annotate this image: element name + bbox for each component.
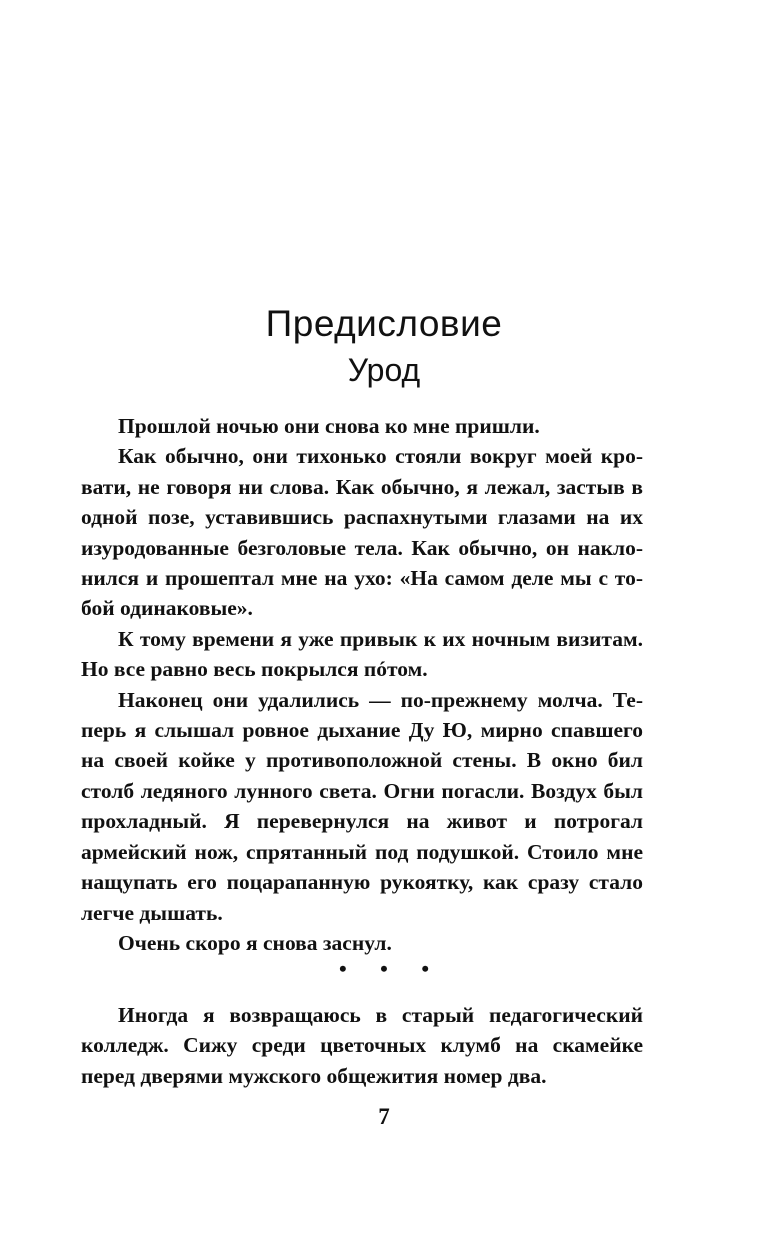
chapter-subtitle: Урод	[347, 352, 421, 388]
paragraph: Как обычно, они тихонько стояли вокруг моей кровати, не говоря ни слова. Как обычно, я лежал, застыв в одной позе, уставившись распахнутыми глазами на их изуродованные безголовые тела. Как обычно, он наклонился и прошептал мне на ухо: «На самом деле мы с тобой одинаковые».	[81, 444, 643, 621]
paragraph: Наконец они удалились — по-прежнему молча. Теперь я слышал ровное дыхание Ду Ю, мирно спавшего на своей койке у противоположной стены. В окно бил столб ледяного лунного света. Огни погасли. Воздух был прохладный. Я перевернулся на живот и потрогал армейский нож, спрятанный под подушкой. Стоило мне нащупать его поцарапанную рукоятку, как сразу стало легче дышать.	[81, 687, 643, 925]
chapter-title: Предисловие	[265, 303, 503, 344]
section-two-text	[81, 1000, 643, 1091]
page-number: 7	[378, 1104, 390, 1129]
section-separator: • • •	[338, 956, 444, 981]
section-one-text	[81, 411, 643, 958]
paragraph: Прошлой ночью они снова ко мне пришли.	[118, 414, 540, 438]
paragraph: Иногда я возвращаюсь в старый педагогический колледж. Сижу среди цветочных клумб на скамейке перед дверями мужского общежития номер два.	[81, 1003, 643, 1088]
paragraph: Очень скоро я снова заснул.	[118, 930, 392, 955]
paragraph: К тому времени я уже привык к их ночным визитам. Но все равно весь покрылся пóтом.	[81, 626, 643, 682]
